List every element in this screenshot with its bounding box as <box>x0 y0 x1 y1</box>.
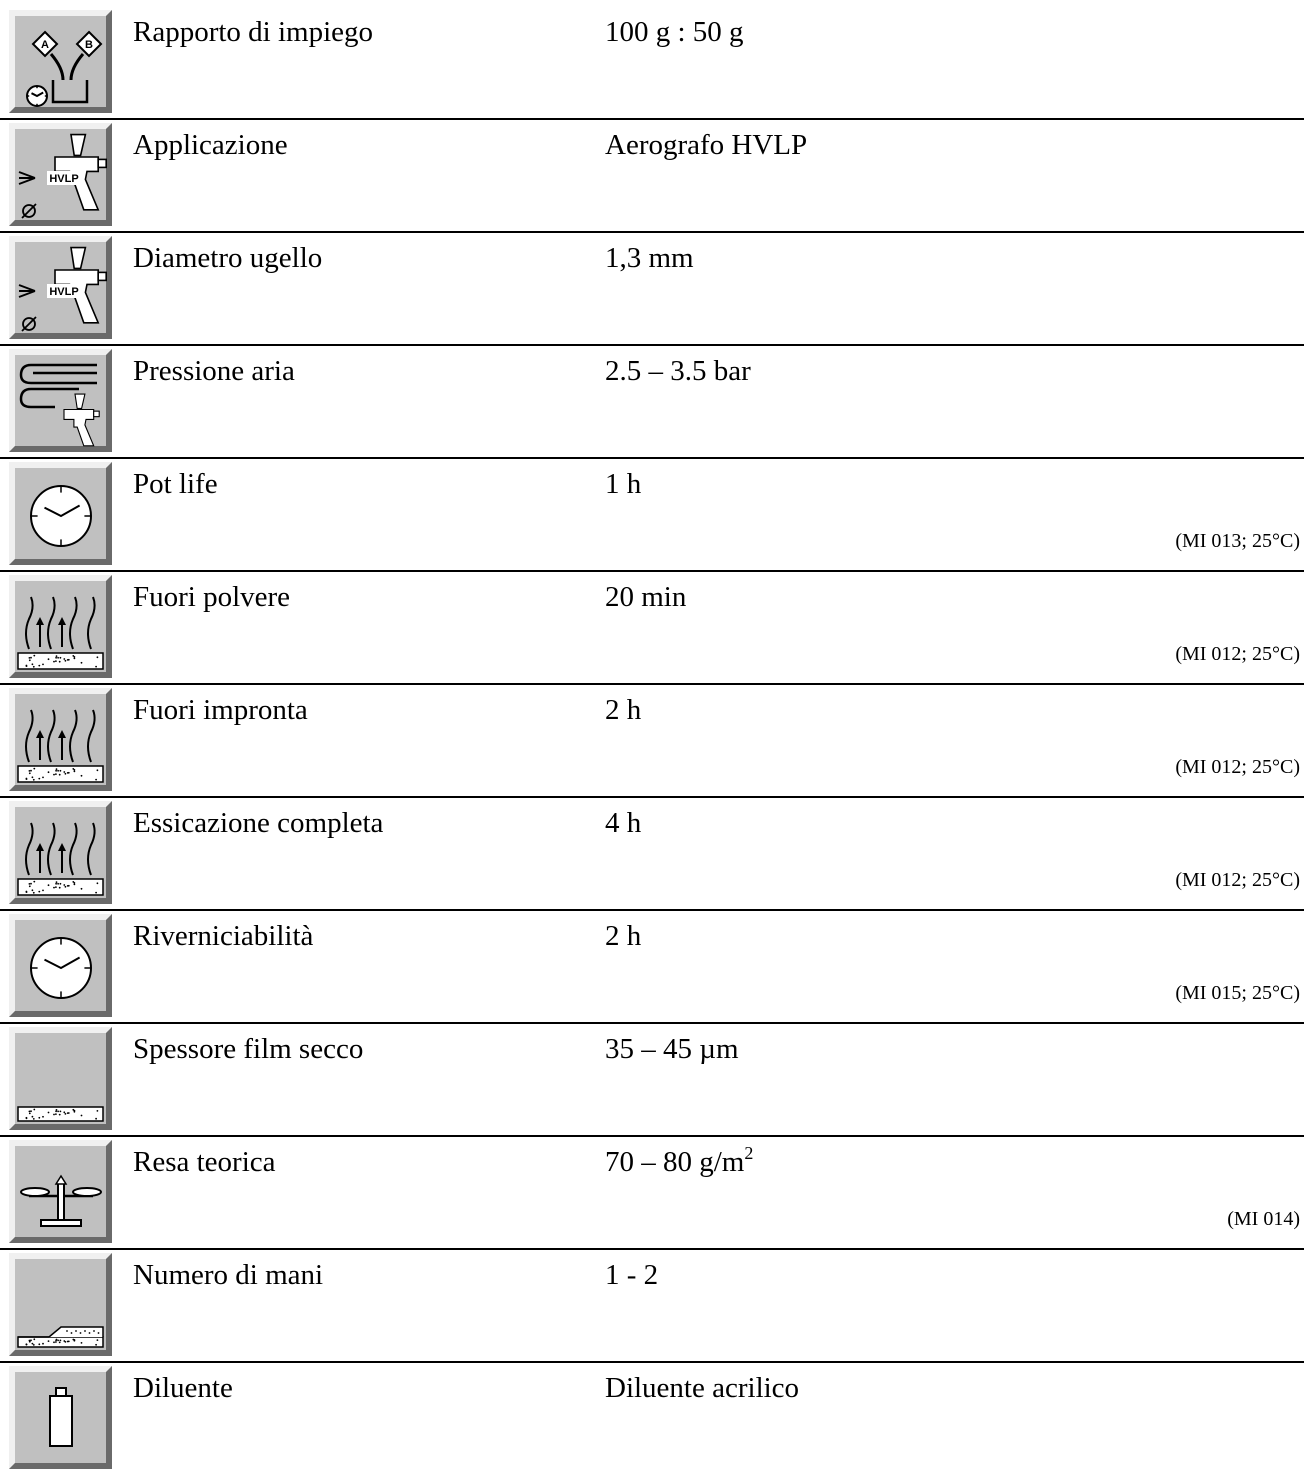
air-pressure-icon <box>9 349 112 452</box>
data-row-application <box>0 113 1304 226</box>
row-label: Numero di mani <box>133 1259 324 1291</box>
row-value <box>605 353 751 389</box>
clock-icon <box>9 462 112 565</box>
coats-icon <box>9 1253 112 1356</box>
test-method-note: (MI 013; 25°C) <box>1175 530 1300 552</box>
data-row-coverage <box>0 1130 1304 1243</box>
test-method-note: (MI 012; 25°C) <box>1175 756 1300 778</box>
mixing-ratio-icon <box>9 10 112 113</box>
drying-icon <box>9 801 112 904</box>
row-label: Applicazione <box>133 129 288 161</box>
row-value-text: 70 – 80 g/m <box>605 1146 745 1178</box>
row-label: Spessore film secco <box>133 1033 364 1065</box>
row-value-text: Aerografo HVLP <box>605 129 808 161</box>
unit-superscript: 2 <box>744 1143 754 1163</box>
row-value-text: 1 h <box>605 468 642 500</box>
svg-text:HVLP: HVLP <box>49 286 79 298</box>
data-row-pot-life <box>0 452 1304 565</box>
row-label: Rapporto di impiego <box>133 16 374 48</box>
row-value <box>605 127 807 163</box>
row-label: Riverniciabilità <box>133 920 314 952</box>
data-row-dust-free <box>0 565 1304 678</box>
data-row-dry-film <box>0 1017 1304 1130</box>
drying-icon <box>9 575 112 678</box>
thinner-can-icon <box>9 1366 112 1469</box>
row-label: Fuori impronta <box>133 694 308 726</box>
row-value <box>605 1144 753 1180</box>
row-value-text: 1,3 mm <box>605 242 694 274</box>
row-value <box>605 579 686 615</box>
row-value-text: 1 - 2 <box>605 1259 659 1291</box>
svg-text:HVLP: HVLP <box>49 173 79 185</box>
row-value <box>605 1257 658 1293</box>
row-value <box>605 14 744 50</box>
data-row-air-pressure <box>0 339 1304 452</box>
row-value-text: 20 min <box>605 581 687 613</box>
data-row-recoat <box>0 904 1304 1017</box>
svg-text:B: B <box>85 39 93 51</box>
data-row-thinner <box>0 1356 1304 1469</box>
row-label: Resa teorica <box>133 1146 276 1178</box>
spray-gun-icon <box>9 236 112 339</box>
row-label: Essicazione completa <box>133 807 384 839</box>
row-value-text: 2.5 – 3.5 bar <box>605 355 751 387</box>
test-method-note: (MI 012; 25°C) <box>1175 869 1300 891</box>
row-value-text: 35 – 45 µm <box>605 1033 739 1065</box>
row-label: Fuori polvere <box>133 581 291 613</box>
row-label: Pot life <box>133 468 218 500</box>
row-value <box>605 1370 799 1406</box>
row-value <box>605 466 641 502</box>
row-value-text: 100 g : 50 g <box>605 16 744 48</box>
row-label: Diluente <box>133 1372 233 1404</box>
data-row-full-dry <box>0 791 1304 904</box>
row-value-text: Diluente acrilico <box>605 1372 800 1404</box>
row-label: Diametro ugello <box>133 242 323 274</box>
row-value-text: 2 h <box>605 694 642 726</box>
row-value <box>605 918 641 954</box>
row-label: Pressione aria <box>133 355 295 387</box>
data-row-coats <box>0 1243 1304 1356</box>
test-method-note: (MI 012; 25°C) <box>1175 643 1300 665</box>
row-value <box>605 240 694 276</box>
drying-icon <box>9 688 112 791</box>
data-row-mix-ratio <box>0 0 1304 113</box>
film-thickness-icon <box>9 1027 112 1130</box>
data-row-touch-free <box>0 678 1304 791</box>
spray-gun-icon <box>9 123 112 226</box>
clock-icon <box>9 914 112 1017</box>
scale-icon <box>9 1140 112 1243</box>
svg-text:A: A <box>41 39 49 51</box>
row-value <box>605 805 641 841</box>
row-value-text: 4 h <box>605 807 642 839</box>
data-row-nozzle <box>0 226 1304 339</box>
test-method-note: (MI 015; 25°C) <box>1175 982 1300 1004</box>
row-value <box>605 1031 739 1067</box>
row-value <box>605 692 641 728</box>
test-method-note: (MI 014) <box>1227 1208 1300 1230</box>
row-value-text: 2 h <box>605 920 642 952</box>
